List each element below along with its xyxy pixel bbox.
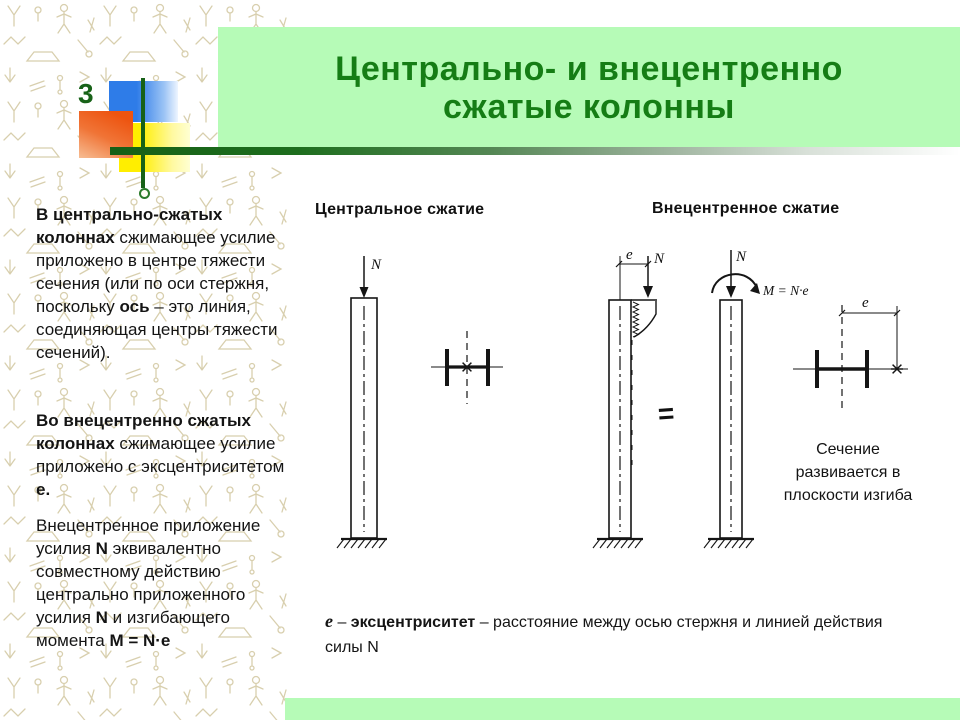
force-arrowhead [726, 286, 736, 298]
force-label-equivalent: N [736, 249, 747, 265]
moment-label: M = N·e [763, 283, 809, 298]
logo-line-end-dot [139, 188, 150, 199]
text-run: – это линия, соединяющая центры тяжести сечений). [36, 297, 278, 362]
text-run: сжимающее усилие приложено с эксцентриситетом [36, 434, 285, 476]
heading-eccentric-compression: Внецентренное сжатие [652, 200, 840, 217]
equivalent-column-diagram [704, 250, 760, 548]
slide-number: 3 [78, 78, 94, 109]
bold-run: М = N·e [109, 631, 171, 650]
title-underline [110, 147, 960, 155]
heading-central-compression: Центральное сжатие [315, 201, 485, 218]
stress-hatch-zigzag [633, 302, 639, 337]
force-arrowhead [360, 287, 369, 298]
text-run: Внецентренное приложение усилия [36, 516, 261, 558]
text-run: – [333, 614, 351, 631]
moment-arc [712, 274, 757, 293]
eccentric-cross-section [793, 305, 908, 412]
eccentricity-caption [325, 610, 897, 660]
bold-run: Во внецентренно сжатых колоннах [36, 411, 252, 453]
text-run: и изгибающего момента [36, 608, 230, 650]
eccentricity-label-column: e [626, 247, 633, 263]
bold-run: В центрально-сжатых колоннах [36, 205, 223, 247]
eccentric-column-diagram [593, 256, 657, 548]
bottom-green-bar [285, 698, 960, 720]
force-arrowhead [643, 286, 653, 298]
central-cross-section [431, 331, 503, 404]
bold-run: ось [119, 297, 150, 316]
caption-e-symbol: e [325, 611, 333, 631]
slide-title-line2: сжатые колонны [443, 87, 735, 126]
text-run: – расстояние между осью стержня и линией действия силы N [325, 614, 883, 656]
equals-sign: = [656, 397, 676, 430]
text-run: эквивалентно совместному действию центрально приложенного усилия [36, 539, 246, 627]
logo-vertical-line [141, 78, 145, 188]
central-column-diagram [337, 256, 387, 548]
text-run: сжимающее усилие приложено в центре тяжести сечения (или по оси стержня, поскольку [36, 228, 276, 316]
section-note: Сечение развивается в плоскости изгиба [783, 441, 913, 504]
bold-run: эксцентриситет [350, 614, 476, 631]
bold-run: е. [36, 480, 51, 499]
force-label-central: N [371, 257, 382, 273]
force-label-eccentric: N [654, 251, 665, 267]
bold-run: N [95, 608, 108, 627]
bold-run: N [95, 539, 108, 558]
slide-title-line1: Центрально- и внецентренно [335, 49, 843, 88]
eccentricity-label-section: e [862, 295, 869, 311]
